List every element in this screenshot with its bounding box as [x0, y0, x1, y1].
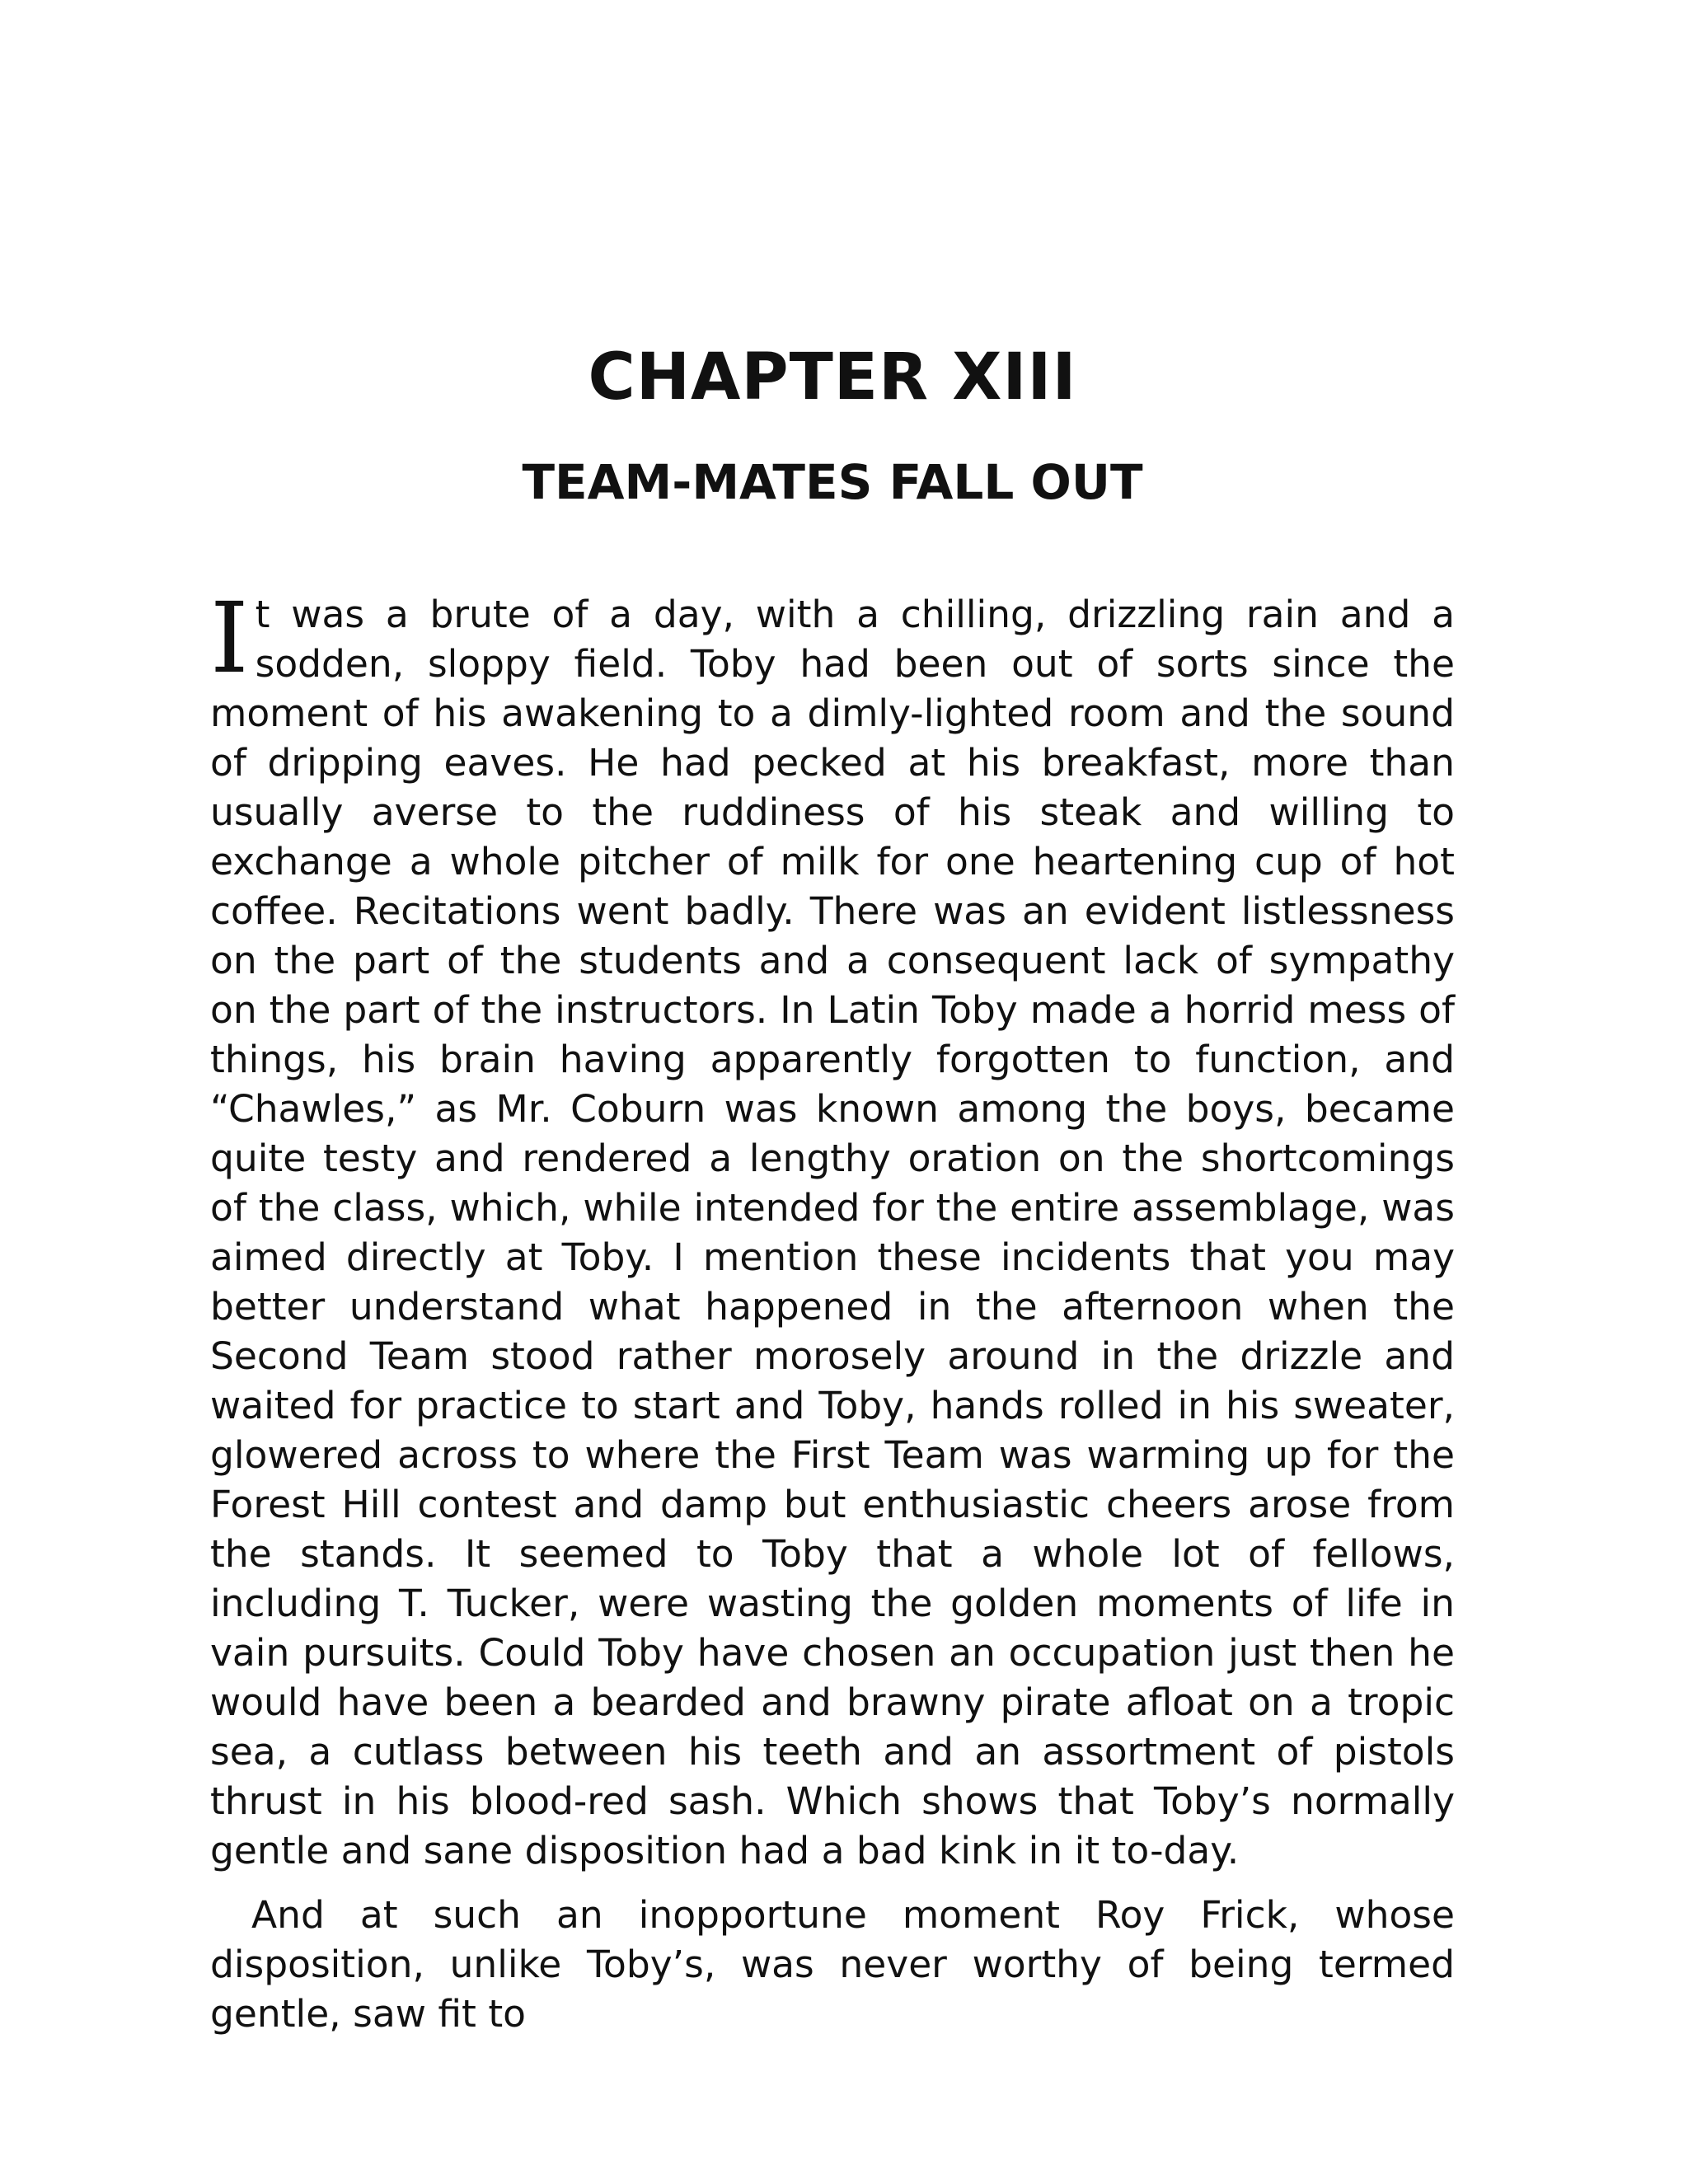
chapter-number: CHAPTER XIII — [588, 340, 1077, 415]
drop-cap: I — [210, 581, 249, 695]
paragraph-2: And at such an inopportune moment Roy Frick, whose disposition, unlike Toby’s, was never worthy of being termed gentle, saw fit to — [210, 1893, 1455, 2036]
chapter-body — [210, 581, 1455, 2039]
chapter-title: TEAM-MATES FALL OUT — [522, 454, 1143, 510]
paragraph-1-text: t was a brute of a day, with a chilling, drizzling rain and a sodden, sloppy field. Toby had been out of sorts since the moment of his awakening to a dimly-lighted room and the sound of dripping eaves. He had pecked at his breakfast, more than usually averse to the ruddiness of his steak and willing to exchange a whole pitcher of milk for one heartening cup of hot coffee. Recitations went badly. There was an evident listlessness on the part of the students and a consequent lack of sympathy on the part of the instructors. In Latin Toby made a horrid mess of things, his brain having apparently forgotten to function, and “Chawles,” as Mr. Coburn was known among the boys, became quite testy and rendered a lengthy oration on the shortcomings of the class, which, while intended for the entire assemblage, was aimed directly at Toby. I mention these incidents that you may better understand what happened in the afternoon when the Second Team stood rather morosely around in the drizzle and waited for practice to start and Toby, hands rolled in his sweater, glowered across to where the First Team was warming up for the Forest Hill contest and damp but enthusiastic cheers arose from the stands. It seemed to Toby that a whole lot of fellows, including T. Tucker, were wasting the golden moments of life in vain pursuits. Could Toby have chosen an occupation just then he would have been a bearded and brawny pirate afloat on a tropic sea, a cutlass between his teeth and an assortment of pistols thrust in his blood-red sash. Which shows that Toby’s normally gentle and sane disposition had a bad kink in it to-day. — [210, 593, 1455, 1872]
paragraph-1 — [210, 581, 1455, 1876]
book-page — [210, 0, 1455, 2184]
